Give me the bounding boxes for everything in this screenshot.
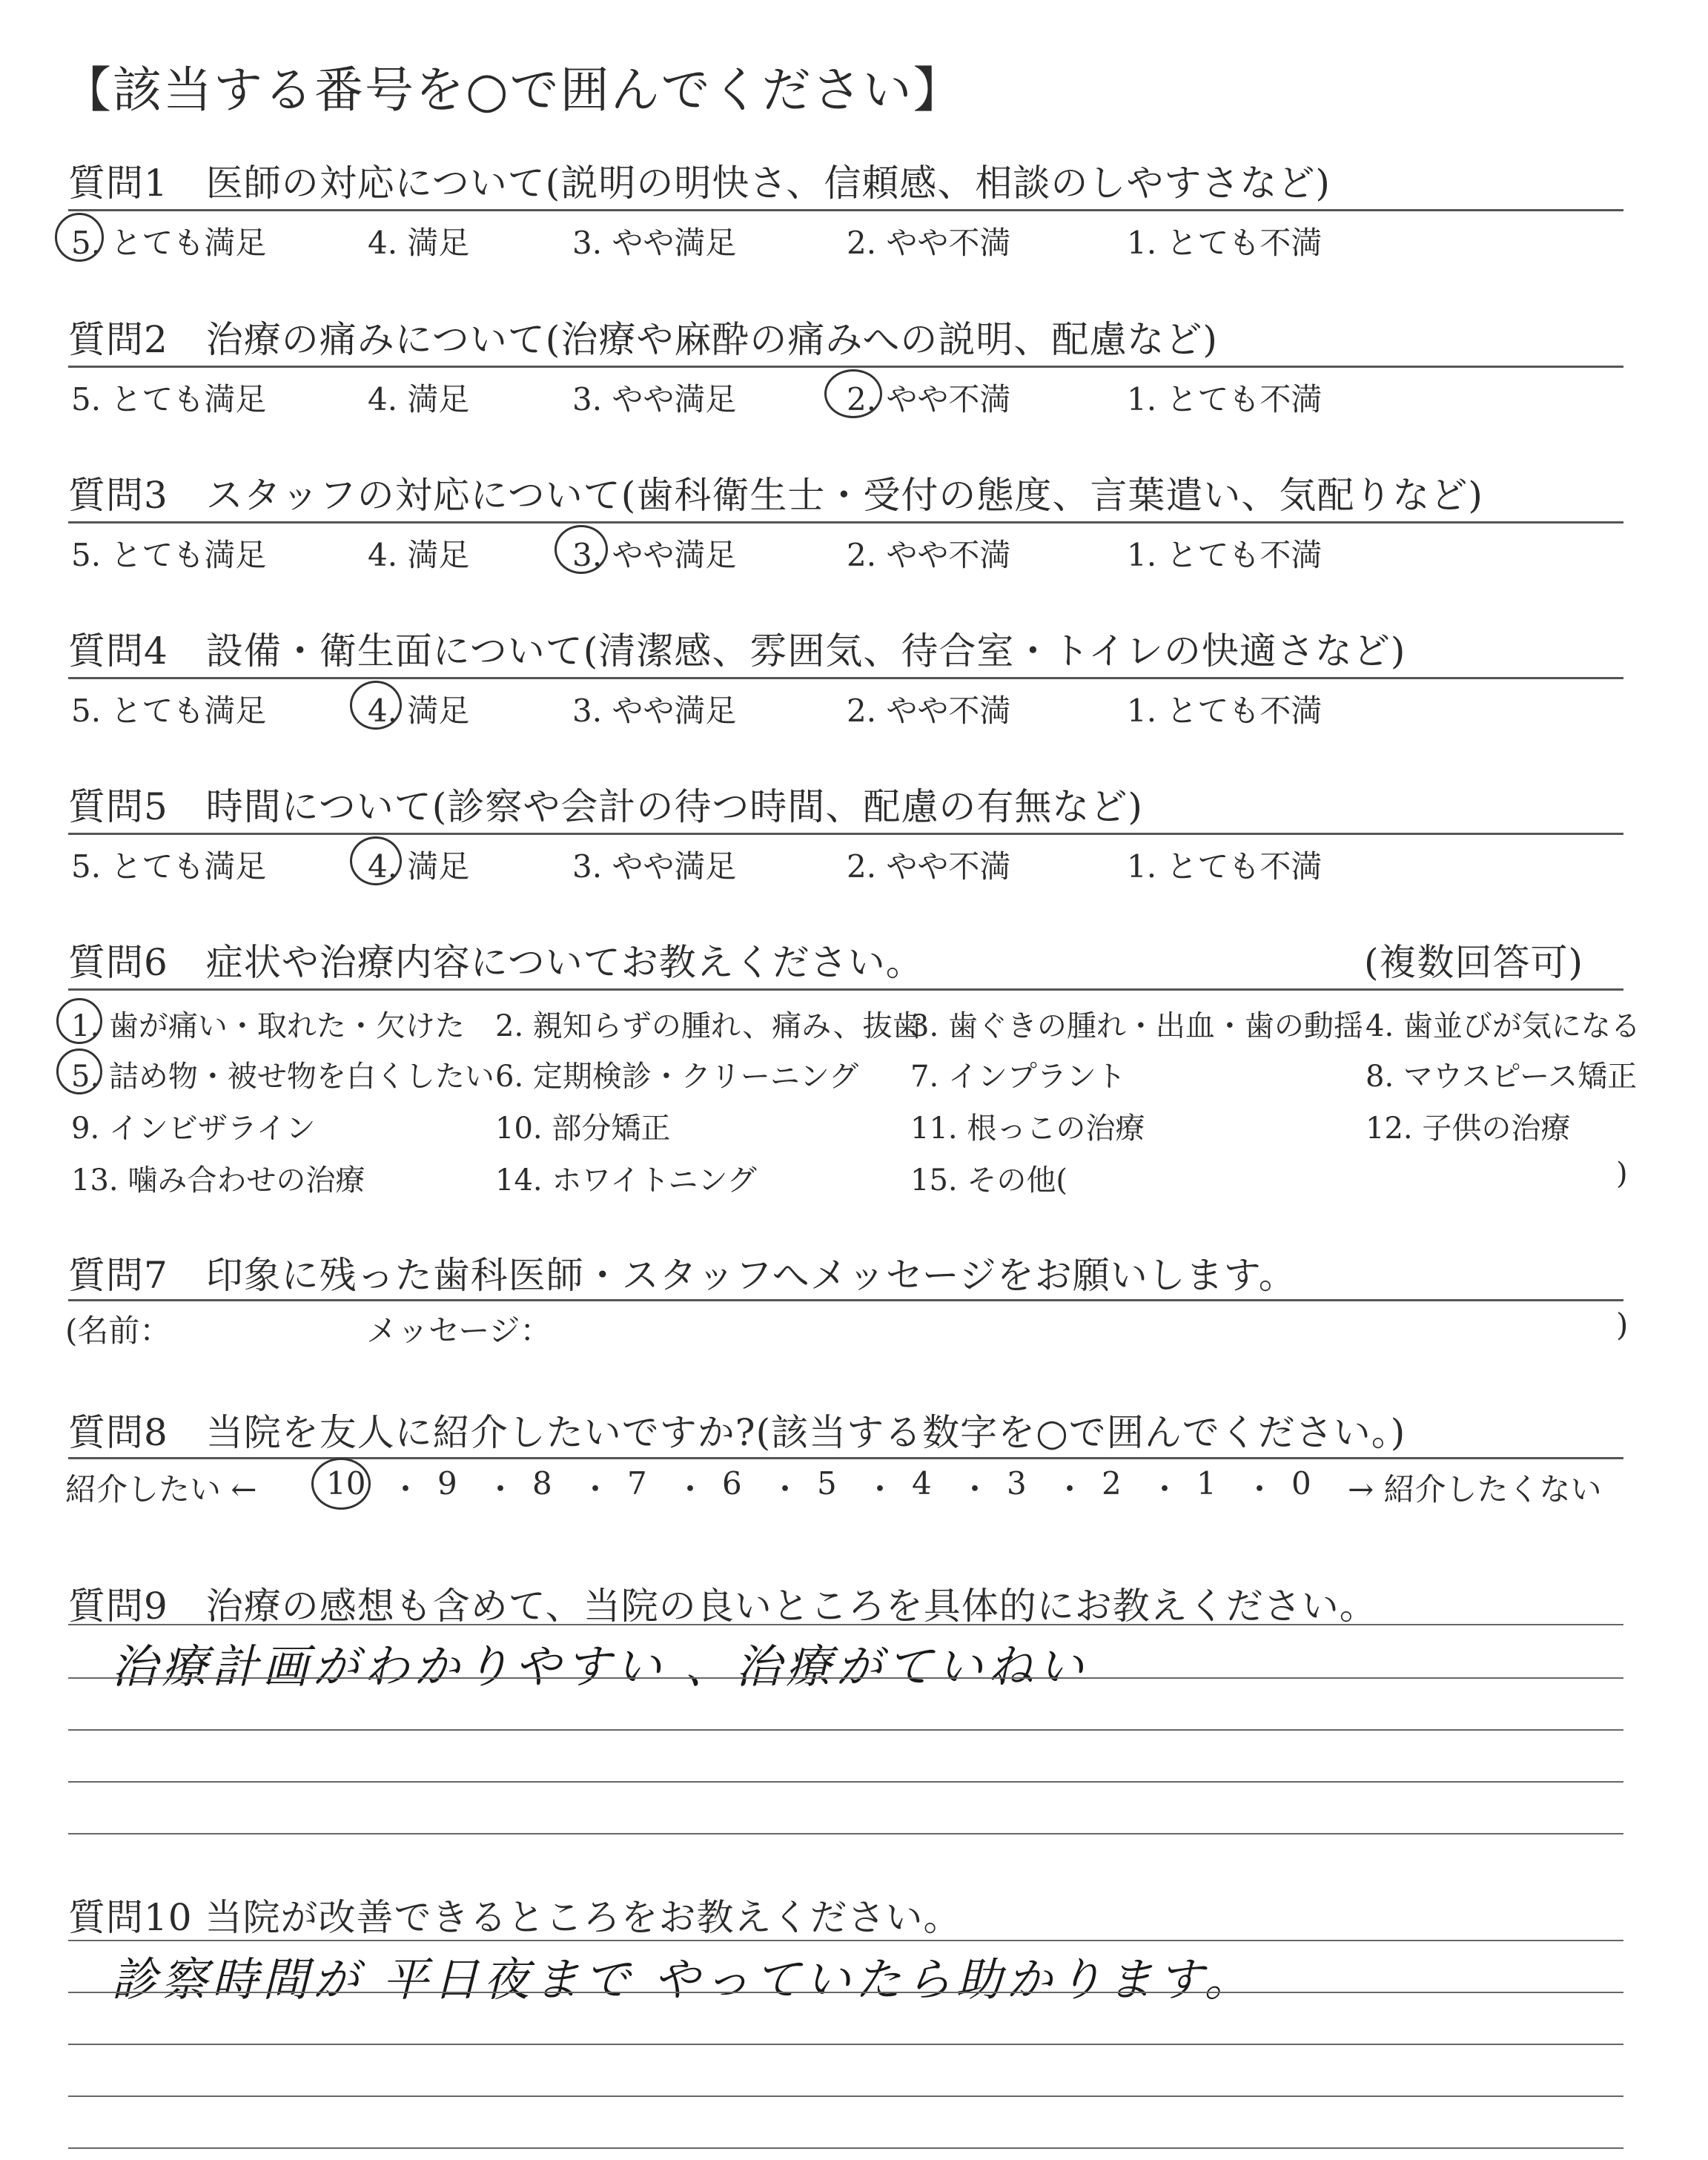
q10-line-1 xyxy=(68,1940,1623,1941)
q2-option-1[interactable]: 1. とても不満 xyxy=(1127,381,1323,417)
q10-line-4 xyxy=(68,2095,1623,2097)
q8-scale-6[interactable]: 6 xyxy=(722,1465,742,1502)
q6-option-8[interactable]: 8. マウスピース矯正 xyxy=(1366,1060,1638,1094)
q4-option-3[interactable]: 3. やや満足 xyxy=(572,693,737,729)
q8-separator: ・ xyxy=(959,1471,991,1507)
question-2-title: 質問2 治療の痛みについて(治療や麻酔の痛みへの説明、配慮など) xyxy=(68,318,1218,361)
q3-option-4[interactable]: 4. 満足 xyxy=(368,537,470,573)
question-7-rule xyxy=(68,1299,1623,1301)
q5-option-5[interactable]: 5. とても満足 xyxy=(71,848,267,885)
q8-separator: ・ xyxy=(675,1471,706,1507)
question-9-title: 質問9 治療の感想も含めて、当院の良いところを具体的にお教えください。 xyxy=(68,1585,1377,1628)
q9-line-4 xyxy=(68,1781,1623,1783)
question-8-rule xyxy=(68,1457,1623,1459)
q9-line-1 xyxy=(68,1624,1623,1625)
q10-line-2 xyxy=(68,1992,1623,1993)
q8-scale-8[interactable]: 8 xyxy=(532,1465,552,1502)
question-3-title: 質問3 スタッフの対応について(歯科衛生士・受付の態度、言葉遣い、気配りなど) xyxy=(68,474,1483,517)
q6-option-14[interactable]: 14. ホワイトニング xyxy=(495,1163,757,1198)
q7-message-label: メッセージ： xyxy=(366,1312,552,1349)
q6-option-4[interactable]: 4. 歯並びが気になる xyxy=(1366,1009,1641,1043)
question-1-title: 質問1 医師の対応について(説明の明快さ、信頼感、相談のしやすさなど) xyxy=(68,162,1331,205)
q1-option-1[interactable]: 1. とても不満 xyxy=(1127,225,1323,261)
question-8-title: 質問8 当院を友人に紹介したいですか?(該当する数字を○で囲んでください。) xyxy=(68,1411,1406,1454)
q6-option-2[interactable]: 2. 親知らずの腫れ、痛み、抜歯 xyxy=(495,1009,922,1043)
q3-option-3[interactable]: 3. やや満足 xyxy=(572,537,737,573)
q6-option-5[interactable]: 5. 詰め物・被せ物を白くしたい xyxy=(71,1060,494,1094)
q8-separator: ・ xyxy=(580,1471,612,1507)
q8-left-label: 紹介したい ← xyxy=(65,1471,257,1507)
q6-option-12[interactable]: 12. 子供の治療 xyxy=(1366,1112,1571,1146)
q8-scale-1[interactable]: 1 xyxy=(1196,1465,1217,1502)
q6-option-13[interactable]: 13. 噛み合わせの治療 xyxy=(71,1163,365,1198)
q1-option-2[interactable]: 2. やや不満 xyxy=(847,225,1011,261)
q6-option-6[interactable]: 6. 定期検診・クリーニング xyxy=(495,1060,859,1094)
q10-handwritten-answer: 診察時間が 平日夜まで やっていたら助かります。 xyxy=(111,1952,1255,2007)
question-3-rule xyxy=(68,521,1623,524)
q2-option-3[interactable]: 3. やや満足 xyxy=(572,381,737,417)
q8-scale-2[interactable]: 2 xyxy=(1102,1465,1122,1502)
q5-option-3[interactable]: 3. やや満足 xyxy=(572,848,737,885)
q8-separator: ・ xyxy=(864,1471,896,1507)
q8-scale-4[interactable]: 4 xyxy=(912,1465,932,1502)
question-1-rule xyxy=(68,209,1623,211)
question-5-title: 質問5 時間について(診察や会計の待つ時間、配慮の有無など) xyxy=(68,785,1143,828)
q8-separator: ・ xyxy=(1149,1471,1181,1507)
q6-option-15-close: ) xyxy=(1616,1157,1628,1191)
q4-option-5[interactable]: 5. とても満足 xyxy=(71,693,267,729)
q8-scale-10[interactable]: 10 xyxy=(326,1465,366,1502)
q10-line-3 xyxy=(68,2044,1623,2045)
q1-option-5[interactable]: 5. とても満足 xyxy=(71,225,267,261)
question-4-title: 質問4 設備・衛生面について(清潔感、雰囲気、待合室・トイレの快適さなど) xyxy=(68,630,1406,673)
q9-line-5 xyxy=(68,1833,1623,1834)
question-4-rule xyxy=(68,677,1623,679)
q10-line-5 xyxy=(68,2147,1623,2149)
q8-separator: ・ xyxy=(1244,1471,1276,1507)
q2-option-5[interactable]: 5. とても満足 xyxy=(71,381,267,417)
q2-option-2[interactable]: 2. やや不満 xyxy=(847,381,1011,417)
q8-scale-9[interactable]: 9 xyxy=(437,1465,457,1502)
q5-option-1[interactable]: 1. とても不満 xyxy=(1127,848,1323,885)
question-2-rule xyxy=(68,366,1623,368)
q6-option-10[interactable]: 10. 部分矯正 xyxy=(495,1112,671,1146)
q8-scale-5[interactable]: 5 xyxy=(817,1465,837,1502)
question-6-rule xyxy=(68,988,1623,991)
question-7-title: 質問7 印象に残った歯科医師・スタッフへメッセージをお願いします。 xyxy=(68,1254,1297,1297)
question-10-title: 質問10 当院が改善できるところをお教えください。 xyxy=(68,1896,961,1939)
q9-line-3 xyxy=(68,1729,1623,1731)
q6-option-7[interactable]: 7. インプラント xyxy=(910,1060,1126,1094)
q8-separator: ・ xyxy=(769,1471,801,1507)
q3-option-2[interactable]: 2. やや不満 xyxy=(847,537,1011,573)
q8-scale-0[interactable]: 0 xyxy=(1291,1465,1311,1502)
q7-close-paren: ) xyxy=(1616,1307,1629,1343)
q6-option-11[interactable]: 11. 根っこの治療 xyxy=(910,1112,1145,1146)
q8-separator: ・ xyxy=(1054,1471,1086,1507)
q6-option-3[interactable]: 3. 歯ぐきの腫れ・出血・歯の動揺 xyxy=(910,1009,1363,1043)
question-6-title: 質問6 症状や治療内容についてお教えください。 xyxy=(68,941,924,984)
q5-option-2[interactable]: 2. やや不満 xyxy=(847,848,1011,885)
q4-option-1[interactable]: 1. とても不満 xyxy=(1127,693,1323,729)
q6-option-15[interactable]: 15. その他( xyxy=(910,1163,1068,1198)
q9-handwritten-answer: 治療計画がわかりやすい 、治療がていねい xyxy=(111,1639,1088,1694)
q5-option-4[interactable]: 4. 満足 xyxy=(368,848,470,885)
q9-line-2 xyxy=(68,1677,1623,1679)
q1-option-4[interactable]: 4. 満足 xyxy=(368,225,470,261)
q2-option-4[interactable]: 4. 満足 xyxy=(368,381,470,417)
q8-separator: ・ xyxy=(485,1471,517,1507)
q3-option-1[interactable]: 1. とても不満 xyxy=(1127,537,1323,573)
q8-scale-7[interactable]: 7 xyxy=(627,1465,647,1502)
q6-option-9[interactable]: 9. インビザライン xyxy=(71,1112,316,1146)
q6-option-1[interactable]: 1. 歯が痛い・取れた・欠けた xyxy=(71,1009,465,1043)
q3-option-5[interactable]: 5. とても満足 xyxy=(71,537,267,573)
q8-right-label: → 紹介したくない xyxy=(1348,1471,1602,1507)
form-header: 【該当する番号を○で囲んでください】 xyxy=(62,62,964,119)
q8-separator: ・ xyxy=(390,1471,422,1507)
q7-name-label: (名前： xyxy=(65,1312,171,1349)
question-5-rule xyxy=(68,833,1623,835)
q8-scale-3[interactable]: 3 xyxy=(1007,1465,1027,1502)
q4-option-2[interactable]: 2. やや不満 xyxy=(847,693,1011,729)
q1-option-3[interactable]: 3. やや満足 xyxy=(572,225,737,261)
q4-option-4[interactable]: 4. 満足 xyxy=(368,693,470,729)
question-6-note: (複数回答可) xyxy=(1364,941,1584,984)
